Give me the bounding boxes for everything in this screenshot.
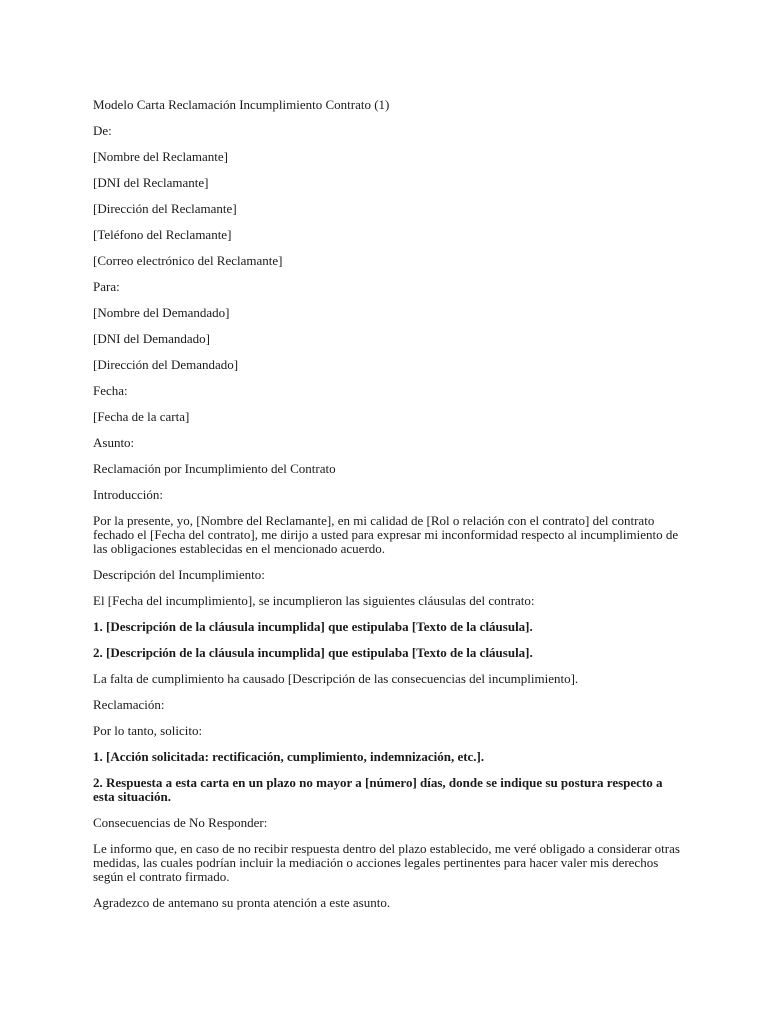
claim-item: 1. [Acción solicitada: rectificación, cumplimiento, indemnización, etc.]. (93, 749, 485, 764)
closing-paragraph: Agradezco de antemano su pronta atención a este asunto. (93, 895, 391, 910)
document-page (93, 98, 683, 922)
defendant-dni: [DNI del Demandado] (93, 331, 210, 346)
claim-paragraph: Por lo tanto, solicito: (93, 723, 203, 738)
claimant-phone: [Teléfono del Reclamante] (93, 227, 232, 242)
defendant-name: [Nombre del Demandado] (93, 305, 230, 320)
intro-heading: Introducción: (93, 487, 164, 502)
breach-item: 2. [Descripción de la cláusula incumplida] que estipulaba [Texto de la cláusula]. (93, 645, 533, 660)
no-response-heading: Consecuencias de No Responder: (93, 815, 268, 830)
subject-label: Asunto: (93, 435, 135, 450)
claim-item: 2. Respuesta a esta carta en un plazo no mayor a [número] días, donde se indique su postura respecto a esta situación. (93, 775, 663, 804)
claimant-dni: [DNI del Reclamante] (93, 175, 209, 190)
claimant-address: [Dirección del Reclamante] (93, 201, 237, 216)
breach-item: 1. [Descripción de la cláusula incumplida] que estipulaba [Texto de la cláusula]. (93, 619, 533, 634)
consequences-paragraph: La falta de cumplimiento ha causado [Descripción de las consecuencias del incumplimiento]. (93, 671, 579, 686)
from-label: De: (93, 123, 112, 138)
date-label: Fecha: (93, 383, 128, 398)
claim-heading: Reclamación: (93, 697, 165, 712)
defendant-address: [Dirección del Demandado] (93, 357, 239, 372)
claimant-email: [Correo electrónico del Reclamante] (93, 253, 283, 268)
letter-date: [Fecha de la carta] (93, 409, 190, 424)
breach-heading: Descripción del Incumplimiento: (93, 567, 265, 582)
no-response-paragraph: Le informo que, en caso de no recibir respuesta dentro del plazo establecido, me veré obligado a considerar otras medidas, las cuales podrían incluir la mediación o acciones legales pertinentes para hacer valer mis derechos según el contrato firmado. (93, 841, 680, 884)
document-title: Modelo Carta Reclamación Incumplimiento Contrato (1) (93, 97, 390, 112)
intro-paragraph: Por la presente, yo, [Nombre del Reclamante], en mi calidad de [Rol o relación con el contrato] del contrato fechado el [Fecha del contrato], me dirijo a usted para expresar mi inconformidad respecto al incumplimiento de las obligaciones establecidas en el mencionado acuerdo. (93, 513, 679, 556)
to-label: Para: (93, 279, 120, 294)
claimant-name: [Nombre del Reclamante] (93, 149, 228, 164)
subject-text: Reclamación por Incumplimiento del Contrato (93, 461, 336, 476)
breach-paragraph: El [Fecha del incumplimiento], se incumplieron las siguientes cláusulas del contrato: (93, 593, 535, 608)
